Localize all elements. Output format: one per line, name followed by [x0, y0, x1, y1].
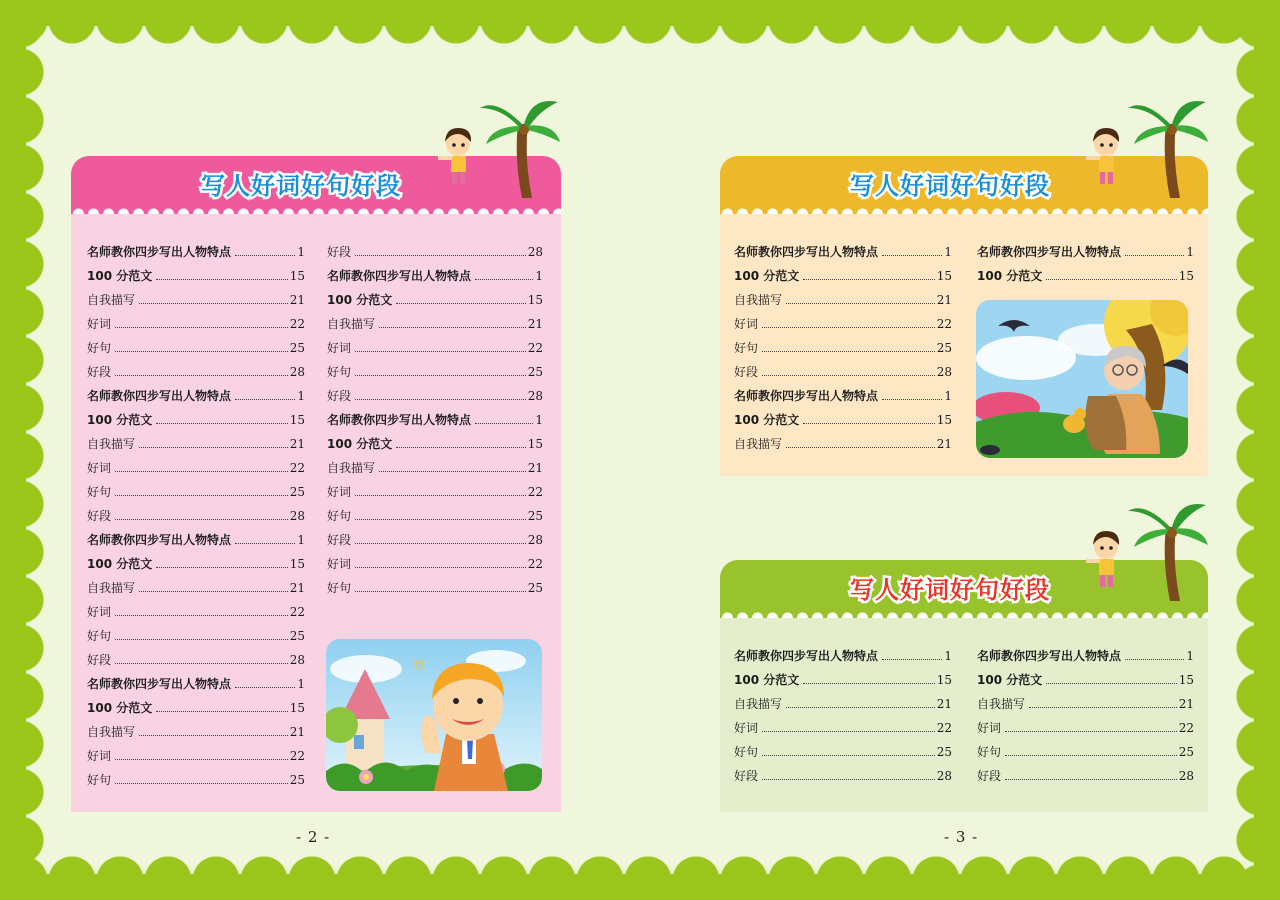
dot-leader [115, 519, 288, 520]
toc-entry[interactable] [734, 267, 952, 291]
toc-entry[interactable] [327, 411, 543, 435]
toc-entry[interactable] [87, 675, 305, 699]
toc-entry-title: 好词 [734, 317, 759, 331]
toc-entry-title: 好词 [327, 341, 352, 355]
toc-entry-page-number: 21 [936, 293, 952, 307]
toc-entry-page-number: 21 [527, 461, 543, 475]
toc-entry[interactable] [327, 579, 543, 603]
toc-entry[interactable] [734, 647, 952, 671]
toc-entry-title: 好段 [977, 769, 1002, 783]
dot-leader [1005, 755, 1177, 756]
dot-leader [786, 303, 935, 304]
toc-entry[interactable] [327, 339, 543, 363]
toc-entry-page-number: 1 [944, 389, 952, 403]
toc-entry-title: 好句 [327, 581, 352, 595]
toc-entry-title: 名师教你四步写出人物特点 [734, 649, 879, 663]
dot-leader [762, 731, 935, 732]
toc-entry[interactable] [734, 719, 952, 743]
toc-entry[interactable] [327, 387, 543, 411]
dot-leader [115, 663, 288, 664]
palm-tree-with-boy-illustration [1084, 94, 1208, 202]
toc-column-2 [977, 647, 1194, 791]
dot-leader [475, 423, 533, 424]
toc-entry[interactable] [734, 363, 952, 387]
toc-entry[interactable] [734, 411, 952, 435]
toc-entry-page-number: 28 [936, 769, 952, 783]
dot-leader [1005, 731, 1177, 732]
dot-leader [882, 399, 942, 400]
scalloped-border-bottom [0, 852, 1280, 900]
toc-entry-page-number: 25 [1178, 745, 1194, 759]
toc-entry-title: 好词 [977, 721, 1002, 735]
toc-entry[interactable] [87, 699, 305, 723]
page-number-left: - 2 - [296, 828, 331, 846]
palm-tree-with-boy-illustration [436, 94, 560, 202]
toc-entry[interactable] [327, 243, 543, 267]
toc-entry[interactable] [327, 315, 543, 339]
toc-entry-page-number: 1 [535, 269, 543, 283]
toc-entry[interactable] [327, 531, 543, 555]
toc-entry-title: 好段 [734, 769, 759, 783]
toc-entry-page-number: 21 [936, 697, 952, 711]
toc-entry-page-number: 25 [527, 509, 543, 523]
toc-entry-page-number: 25 [936, 341, 952, 355]
dot-leader [235, 399, 295, 400]
toc-entry-page-number: 25 [289, 341, 305, 355]
toc-entry[interactable] [977, 719, 1194, 743]
toc-entry-page-number: 22 [289, 317, 305, 331]
dot-leader [882, 255, 942, 256]
toc-entry-title: 好句 [87, 341, 112, 355]
toc-entry-title: 名师教你四步写出人物特点 [87, 245, 232, 259]
dot-leader [396, 303, 525, 304]
dot-leader [115, 471, 288, 472]
dot-leader [115, 351, 288, 352]
dot-leader [355, 591, 526, 592]
toc-entry-title: 自我描写 [977, 697, 1026, 711]
toc-body [71, 214, 561, 812]
dot-leader [355, 543, 526, 544]
dot-leader [762, 779, 935, 780]
toc-entry-title: 自我描写 [87, 581, 136, 595]
toc-entry-page-number: 21 [289, 725, 305, 739]
dot-leader [762, 351, 935, 352]
toc-entry[interactable] [977, 243, 1194, 267]
toc-entry[interactable] [734, 243, 952, 267]
toc-entry[interactable] [327, 363, 543, 387]
toc-entry-title: 100 分范文 [87, 701, 153, 715]
palm-tree-with-boy-illustration [1084, 497, 1208, 605]
dot-leader [882, 659, 942, 660]
dot-leader [1029, 707, 1177, 708]
grandma-with-birds-illustration [976, 300, 1188, 458]
toc-entry[interactable] [327, 459, 543, 483]
dot-leader [803, 423, 934, 424]
toc-entry-page-number: 15 [289, 701, 305, 715]
toc-entry[interactable] [327, 291, 543, 315]
chapter-title: 写人好词好句好段 [850, 172, 1050, 200]
toc-entry-title: 好段 [327, 245, 352, 259]
toc-entry[interactable] [734, 743, 952, 767]
toc-entry-page-number: 21 [289, 437, 305, 451]
toc-entry-title: 名师教你四步写出人物特点 [87, 389, 232, 403]
toc-entry[interactable] [87, 315, 305, 339]
toc-entry-title: 好词 [87, 317, 112, 331]
dot-leader [115, 327, 288, 328]
toc-entry-page-number: 1 [297, 677, 305, 691]
toc-entry-title: 名师教你四步写出人物特点 [327, 269, 472, 283]
toc-entry[interactable] [977, 267, 1194, 291]
toc-entry-title: 好句 [734, 341, 759, 355]
toc-entry[interactable] [87, 507, 305, 531]
toc-entry-title: 自我描写 [734, 437, 783, 451]
dot-leader [156, 567, 287, 568]
dot-leader [762, 327, 935, 328]
toc-entry-title: 名师教你四步写出人物特点 [734, 245, 879, 259]
toc-entry-page-number: 15 [936, 413, 952, 427]
dot-leader [1046, 279, 1176, 280]
toc-entry-page-number: 21 [1178, 697, 1194, 711]
toc-entry-page-number: 22 [289, 605, 305, 619]
toc-entry-page-number: 15 [527, 293, 543, 307]
toc-entry[interactable] [87, 267, 305, 291]
toc-entry-title: 好词 [87, 749, 112, 763]
chapter-title: 写人好词好句好段 [850, 576, 1050, 604]
dot-leader [786, 707, 935, 708]
dot-leader [139, 447, 288, 448]
toc-entry[interactable] [87, 291, 305, 315]
toc-entry-title: 100 分范文 [87, 557, 153, 571]
toc-entry-title: 名师教你四步写出人物特点 [734, 389, 879, 403]
toc-entry-title: 好句 [734, 745, 759, 759]
dot-leader [139, 735, 288, 736]
dot-leader [115, 375, 288, 376]
dot-leader [115, 615, 288, 616]
toc-column-2 [327, 243, 543, 603]
toc-entry-page-number: 22 [527, 341, 543, 355]
dot-leader [115, 759, 288, 760]
chapter-2-panel-orange [720, 156, 1208, 476]
toc-entry[interactable] [87, 387, 305, 411]
dot-leader [156, 711, 287, 712]
toc-entry-title: 100 分范文 [327, 293, 393, 307]
toc-entry[interactable] [327, 483, 543, 507]
dot-leader [1125, 255, 1184, 256]
toc-entry-page-number: 28 [527, 245, 543, 259]
toc-entry-page-number: 22 [1178, 721, 1194, 735]
toc-entry-page-number: 28 [289, 653, 305, 667]
dot-leader [355, 519, 526, 520]
toc-entry-page-number: 28 [289, 365, 305, 379]
toc-entry-title: 好句 [327, 509, 352, 523]
dot-leader [115, 783, 288, 784]
dot-leader [355, 399, 526, 400]
toc-entry-page-number: 25 [289, 629, 305, 643]
dot-leader [396, 447, 525, 448]
scalloped-border-top [0, 0, 1280, 48]
toc-entry-title: 自我描写 [734, 697, 783, 711]
toc-entry-page-number: 21 [936, 437, 952, 451]
toc-entry-title: 名师教你四步写出人物特点 [87, 533, 232, 547]
toc-entry-title: 名师教你四步写出人物特点 [977, 245, 1122, 259]
toc-column-1 [87, 243, 305, 795]
toc-entry-title: 100 分范文 [734, 269, 800, 283]
toc-entry[interactable] [87, 771, 305, 795]
cartoon-boy-waving-illustration [326, 639, 542, 791]
toc-entry[interactable] [87, 651, 305, 675]
toc-entry[interactable] [977, 767, 1194, 791]
dot-leader [786, 447, 935, 448]
toc-entry[interactable] [87, 483, 305, 507]
toc-entry-title: 100 分范文 [327, 437, 393, 451]
toc-entry-title: 名师教你四步写出人物特点 [87, 677, 232, 691]
toc-entry-title: 好句 [87, 773, 112, 787]
toc-entry[interactable] [87, 723, 305, 747]
toc-entry-title: 自我描写 [87, 437, 136, 451]
dot-leader [355, 351, 526, 352]
toc-entry-page-number: 21 [289, 293, 305, 307]
toc-entry[interactable] [734, 339, 952, 363]
toc-entry[interactable] [734, 315, 952, 339]
dot-leader [379, 327, 526, 328]
toc-entry[interactable] [977, 743, 1194, 767]
toc-entry-page-number: 1 [297, 389, 305, 403]
toc-entry-page-number: 15 [527, 437, 543, 451]
toc-entry-title: 100 分范文 [87, 413, 153, 427]
toc-entry-page-number: 22 [527, 557, 543, 571]
toc-entry[interactable] [327, 267, 543, 291]
toc-entry[interactable] [977, 671, 1194, 695]
toc-entry[interactable] [87, 747, 305, 771]
dot-leader [235, 543, 295, 544]
toc-entry-page-number: 15 [936, 269, 952, 283]
dot-leader [1125, 659, 1184, 660]
dot-leader [1046, 683, 1176, 684]
toc-entry-page-number: 28 [527, 533, 543, 547]
toc-entry-page-number: 15 [289, 557, 305, 571]
toc-entry[interactable] [87, 435, 305, 459]
dot-leader [762, 375, 935, 376]
dot-leader [355, 255, 526, 256]
toc-entry[interactable] [327, 555, 543, 579]
toc-entry-title: 好词 [87, 461, 112, 475]
dot-leader [1005, 779, 1177, 780]
toc-entry-page-number: 15 [1178, 673, 1194, 687]
toc-entry-title: 好段 [327, 389, 352, 403]
page-number-right: - 3 - [944, 828, 979, 846]
scalloped-border-left [0, 0, 48, 900]
toc-entry-title: 100 分范文 [734, 673, 800, 687]
dot-leader [355, 495, 526, 496]
dot-leader [803, 683, 934, 684]
dot-leader [156, 279, 287, 280]
toc-entry-page-number: 15 [1178, 269, 1194, 283]
toc-entry[interactable] [87, 579, 305, 603]
toc-body [720, 214, 1208, 476]
toc-entry-page-number: 1 [944, 245, 952, 259]
toc-entry-page-number: 28 [527, 389, 543, 403]
toc-entry-title: 好段 [87, 509, 112, 523]
toc-entry-title: 好句 [87, 485, 112, 499]
toc-entry-page-number: 28 [1178, 769, 1194, 783]
toc-entry[interactable] [977, 647, 1194, 671]
toc-entry-page-number: 21 [289, 581, 305, 595]
toc-entry[interactable] [87, 411, 305, 435]
dot-leader [475, 279, 533, 280]
toc-entry[interactable] [734, 671, 952, 695]
toc-entry-page-number: 25 [289, 485, 305, 499]
toc-entry-title: 好句 [87, 629, 112, 643]
toc-entry-page-number: 22 [289, 461, 305, 475]
toc-entry[interactable] [87, 627, 305, 651]
toc-entry[interactable] [87, 555, 305, 579]
dot-leader [803, 279, 934, 280]
toc-column-2 [977, 243, 1194, 291]
toc-entry-title: 好段 [734, 365, 759, 379]
toc-entry-page-number: 1 [1186, 245, 1194, 259]
toc-entry[interactable] [734, 435, 952, 459]
toc-entry-page-number: 15 [936, 673, 952, 687]
toc-entry[interactable] [734, 291, 952, 315]
toc-entry[interactable] [734, 695, 952, 719]
chapter-title: 写人好词好句好段 [201, 172, 401, 200]
dot-leader [379, 471, 526, 472]
toc-entry-title: 自我描写 [734, 293, 783, 307]
toc-entry[interactable] [87, 363, 305, 387]
toc-entry-title: 100 分范文 [87, 269, 153, 283]
dot-leader [115, 639, 288, 640]
toc-entry-title: 自我描写 [327, 461, 376, 475]
toc-entry[interactable] [87, 603, 305, 627]
toc-entry-page-number: 1 [944, 649, 952, 663]
toc-entry-title: 好词 [327, 485, 352, 499]
dot-leader [355, 375, 526, 376]
toc-column-1 [734, 243, 952, 459]
toc-entry-title: 100 分范文 [977, 673, 1043, 687]
toc-entry[interactable] [734, 767, 952, 791]
toc-entry-title: 好段 [87, 653, 112, 667]
toc-entry[interactable] [977, 695, 1194, 719]
toc-entry-page-number: 1 [535, 413, 543, 427]
toc-entry-title: 自我描写 [87, 725, 136, 739]
toc-column-1 [734, 647, 952, 791]
dot-leader [139, 591, 288, 592]
toc-entry-page-number: 1 [297, 533, 305, 547]
toc-entry-page-number: 25 [527, 581, 543, 595]
toc-entry-title: 名师教你四步写出人物特点 [977, 649, 1122, 663]
dot-leader [115, 495, 288, 496]
scalloped-border-right [1232, 0, 1280, 900]
toc-entry[interactable] [87, 339, 305, 363]
toc-entry-page-number: 25 [936, 745, 952, 759]
toc-entry-page-number: 22 [527, 485, 543, 499]
toc-entry-page-number: 15 [289, 413, 305, 427]
toc-entry[interactable] [734, 387, 952, 411]
toc-entry-title: 好词 [734, 721, 759, 735]
toc-entry-title: 好段 [327, 533, 352, 547]
toc-entry-page-number: 22 [936, 721, 952, 735]
toc-entry-page-number: 1 [297, 245, 305, 259]
toc-entry[interactable] [327, 435, 543, 459]
toc-entry[interactable] [327, 507, 543, 531]
toc-entry-title: 好词 [87, 605, 112, 619]
toc-entry[interactable] [87, 459, 305, 483]
dot-leader [156, 423, 287, 424]
dot-leader [235, 687, 295, 688]
toc-entry-title: 好句 [977, 745, 1002, 759]
toc-entry-page-number: 25 [289, 773, 305, 787]
chapter-3-panel [71, 156, 561, 812]
toc-entry-page-number: 15 [289, 269, 305, 283]
dot-leader [139, 303, 288, 304]
toc-entry-page-number: 28 [289, 509, 305, 523]
dot-leader [235, 255, 295, 256]
toc-entry-page-number: 1 [1186, 649, 1194, 663]
toc-entry-title: 100 分范文 [734, 413, 800, 427]
toc-entry-page-number: 25 [527, 365, 543, 379]
dot-leader [762, 755, 935, 756]
toc-entry[interactable] [87, 243, 305, 267]
toc-entry-page-number: 28 [936, 365, 952, 379]
toc-entry-title: 好句 [327, 365, 352, 379]
toc-entry-page-number: 22 [289, 749, 305, 763]
toc-entry-title: 好段 [87, 365, 112, 379]
toc-entry-title: 名师教你四步写出人物特点 [327, 413, 472, 427]
toc-entry-title: 自我描写 [327, 317, 376, 331]
dot-leader [355, 567, 526, 568]
toc-body [720, 618, 1208, 812]
toc-entry-page-number: 21 [527, 317, 543, 331]
toc-entry-title: 好词 [327, 557, 352, 571]
toc-entry[interactable] [87, 531, 305, 555]
toc-entry-title: 自我描写 [87, 293, 136, 307]
toc-entry-title: 100 分范文 [977, 269, 1043, 283]
toc-entry-page-number: 22 [936, 317, 952, 331]
